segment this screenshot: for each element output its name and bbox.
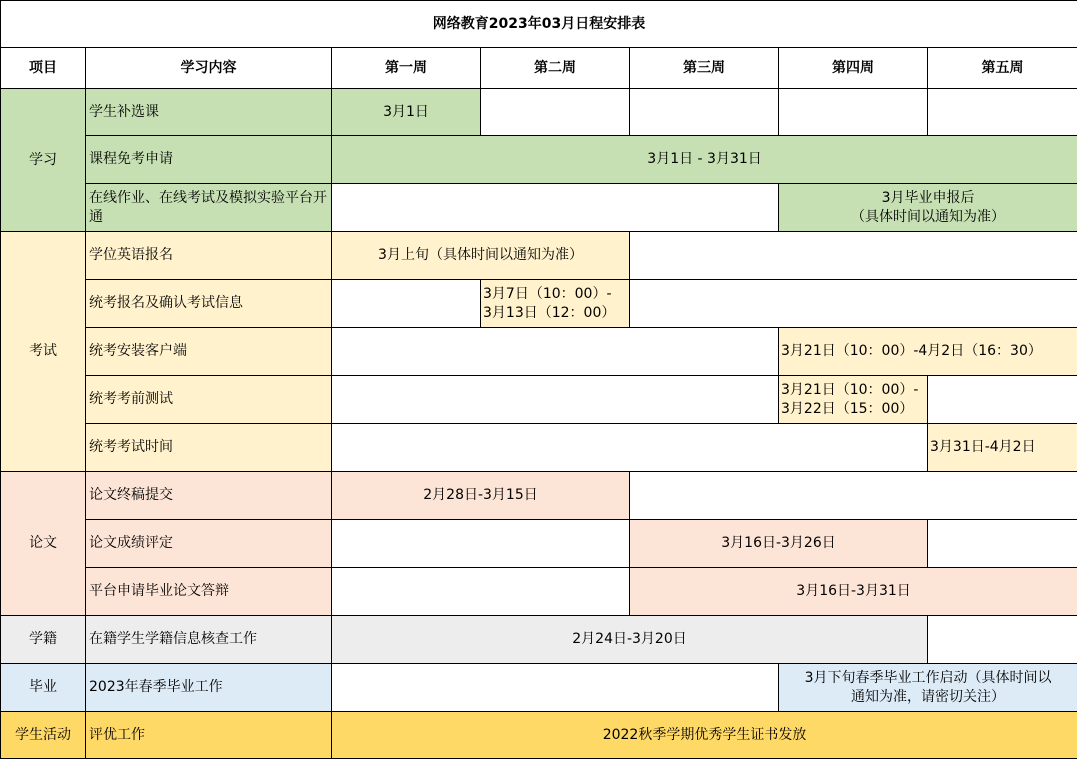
row-item-unified-exam-time: 统考考试时间 <box>86 424 332 472</box>
table-title: 网络教育2023年03月日程安排表 <box>1 1 1077 48</box>
empty-cell <box>928 89 1077 136</box>
category-activity: 学生活动 <box>1 712 86 759</box>
period-line-1: 3月7日（10：00）- <box>483 285 612 302</box>
header-week-5: 第五周 <box>928 48 1077 89</box>
period-course-exemption: 3月1日 - 3月31日 <box>332 136 1077 184</box>
period-line-1: 3月毕业申报后 <box>881 189 975 206</box>
empty-cell <box>332 664 779 712</box>
period-registry-check: 2月24日-3月20日 <box>332 616 928 664</box>
category-registry: 学籍 <box>1 616 86 664</box>
row-item-supplementary-course: 学生补选课 <box>86 89 332 136</box>
empty-cell <box>332 280 481 328</box>
category-thesis: 论文 <box>1 472 86 616</box>
period-degree-english: 3月上旬（具体时间以通知为准） <box>332 232 630 280</box>
header-category: 项目 <box>1 48 86 89</box>
row-item-unified-exam-registration: 统考报名及确认考试信息 <box>86 280 332 328</box>
period-line-1: 3月21日（10：00）- <box>781 381 919 398</box>
empty-cell <box>630 232 1077 280</box>
row-item-spring-graduation: 2023年春季毕业工作 <box>86 664 332 712</box>
empty-cell <box>332 376 779 424</box>
period-excellence-review: 2022秋季学期优秀学生证书发放 <box>332 712 1077 759</box>
row-item-thesis-grading: 论文成绩评定 <box>86 520 332 568</box>
row-item-registry-check: 在籍学生学籍信息核查工作 <box>86 616 332 664</box>
row-item-thesis-defense: 平台申请毕业论文答辩 <box>86 568 332 616</box>
empty-cell <box>630 472 1077 520</box>
period-line-2: （具体时间以通知为准） <box>851 208 1006 225</box>
period-thesis-defense: 3月16日-3月31日 <box>630 568 1077 616</box>
category-graduation: 毕业 <box>1 664 86 712</box>
period-thesis-grading: 3月16日-3月26日 <box>630 520 928 568</box>
period-line-2: 通知为准，请密切关注） <box>851 688 1006 705</box>
empty-cell <box>928 376 1077 424</box>
empty-cell <box>332 184 779 232</box>
row-item-excellence-review: 评优工作 <box>86 712 332 759</box>
empty-cell <box>928 520 1077 568</box>
period-thesis-submission: 2月28日-3月15日 <box>332 472 630 520</box>
period-supplementary-course: 3月1日 <box>332 89 481 136</box>
empty-cell <box>332 520 630 568</box>
row-item-unified-exam-pretest: 统考考前测试 <box>86 376 332 424</box>
empty-cell <box>928 616 1077 664</box>
period-unified-exam-client: 3月21日（10：00）-4月2日（16：30） <box>779 328 1077 376</box>
row-item-thesis-submission: 论文终稿提交 <box>86 472 332 520</box>
header-week-4: 第四周 <box>779 48 928 89</box>
empty-cell <box>332 424 928 472</box>
empty-cell <box>481 89 630 136</box>
category-exam: 考试 <box>1 232 86 472</box>
period-line-1: 3月下旬春季毕业工作启动（具体时间以 <box>804 669 1052 686</box>
row-item-course-exemption: 课程免考申请 <box>86 136 332 184</box>
row-item-unified-exam-client: 统考安装客户端 <box>86 328 332 376</box>
period-unified-exam-pretest <box>779 376 928 424</box>
period-unified-exam-registration <box>481 280 630 328</box>
category-study: 学习 <box>1 89 86 232</box>
period-line-2: 3月22日（15：00） <box>781 400 914 417</box>
period-line-2: 3月13日（12：00） <box>483 304 616 321</box>
empty-cell <box>630 280 1077 328</box>
period-spring-graduation <box>779 664 1077 712</box>
empty-cell <box>332 328 779 376</box>
empty-cell <box>630 89 779 136</box>
period-unified-exam-time: 3月31日-4月2日 <box>928 424 1077 472</box>
row-item-online-platform: 在线作业、在线考试及模拟实验平台开通 <box>86 184 332 232</box>
empty-cell <box>332 568 630 616</box>
header-content: 学习内容 <box>86 48 332 89</box>
header-week-2: 第二周 <box>481 48 630 89</box>
header-week-3: 第三周 <box>630 48 779 89</box>
header-week-1: 第一周 <box>332 48 481 89</box>
row-item-degree-english: 学位英语报名 <box>86 232 332 280</box>
empty-cell <box>779 89 928 136</box>
period-online-platform <box>779 184 1077 232</box>
